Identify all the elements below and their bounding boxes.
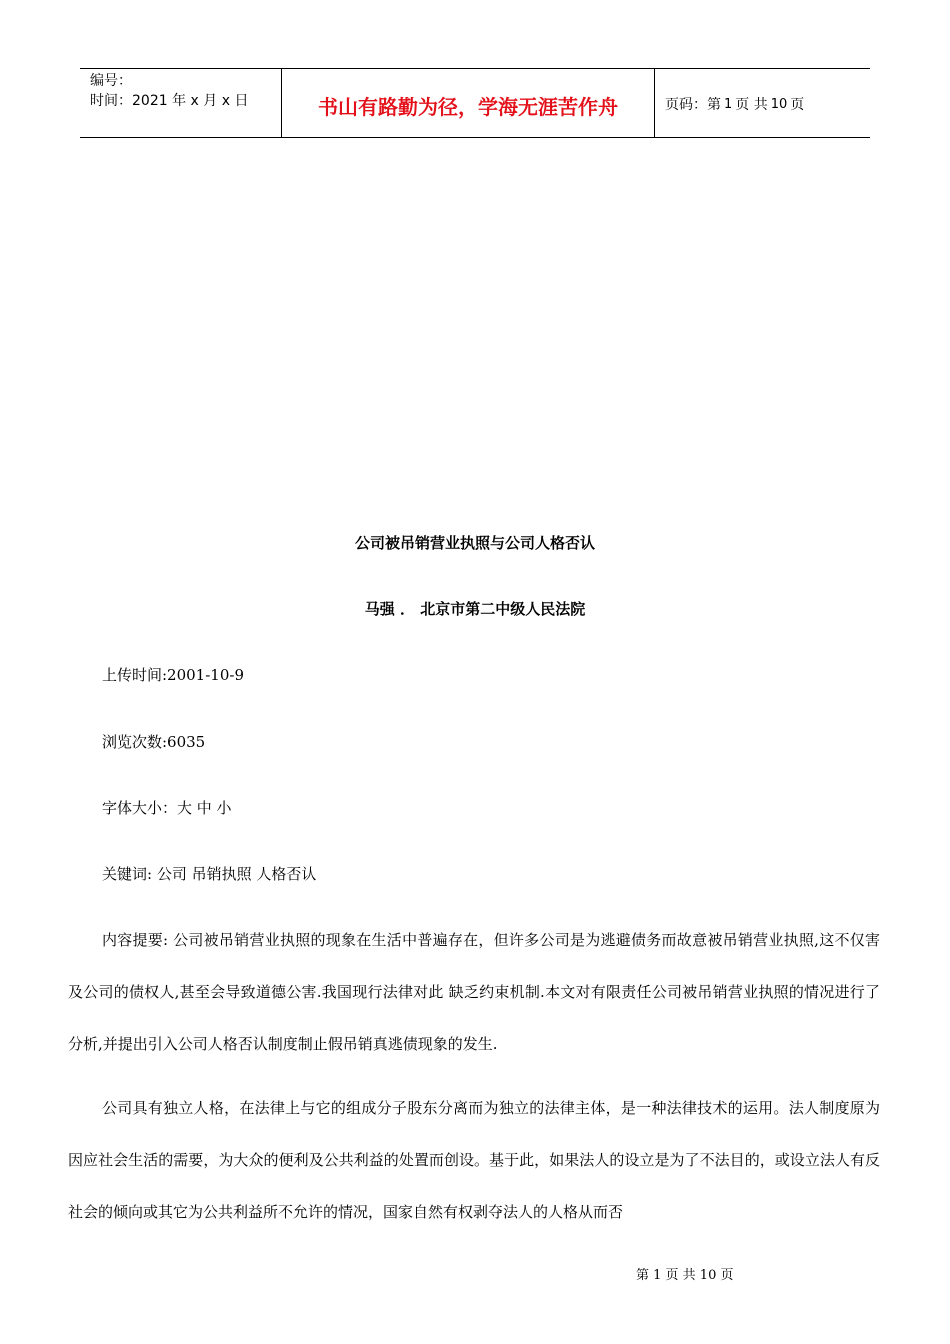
page-footer: 第 1 页 共 10 页 [636,1268,734,1283]
motto-text: 书山有路勤为径，学海无涯苦作舟 [318,94,618,119]
upload-time: 上传时间:2001-10-9 [102,666,244,684]
header-motto-cell [281,69,655,137]
page-header [80,68,870,138]
abstract-paragraph: 内容提要: 公司被吊销营业执照的现象在生活中普遍存在，但许多公司是为逃避债务而故意被吊销营业执照,这不仅害及公司的债权人,甚至会导致道德公害.我国现行法律对此 缺乏约束机制.本文对有限责任公司被吊销营业执照的情况进行了分析,并提出引入公司人格否认制度制止假吊销真逃债现象的发生. [68,931,880,1053]
number-label: 编号： [90,73,132,89]
document-title: 公司被吊销营业执照与公司人格否认 [354,534,595,552]
header-page-cell [655,69,870,137]
page-label-prefix: 页码：第 [665,97,721,113]
page-total: 10 [770,96,788,112]
font-size-options: 字体大小：大 中 小 [102,799,232,817]
body-paragraph: 公司具有独立人格，在法律上与它的组成分子股东分离而为独立的法律主体，是一种法律技术的运用。法人制度原为因应社会生活的需要，为大众的便利及公共利益的处置而创设。基于此，如果法人的设立是为了不法目的，或设立法人有反社会的倾向或其它为公共利益所不允许的情况，国家自然有权剥夺法人的人格从而否 [68,1099,880,1221]
page-label-mid: 页 共 [735,97,768,113]
page-current: 1 [724,96,733,112]
keywords: 关键词: 公司 吊销执照 人格否认 [102,865,317,883]
author-line: 马强 ． 北京市第二中级人民法院 [364,600,586,618]
time-label: 时间：2021 年 x 月 x 日 [90,93,249,109]
view-count: 浏览次数:6035 [102,733,206,751]
page-label-suffix: 页 [790,97,805,113]
header-info-cell [80,69,281,137]
